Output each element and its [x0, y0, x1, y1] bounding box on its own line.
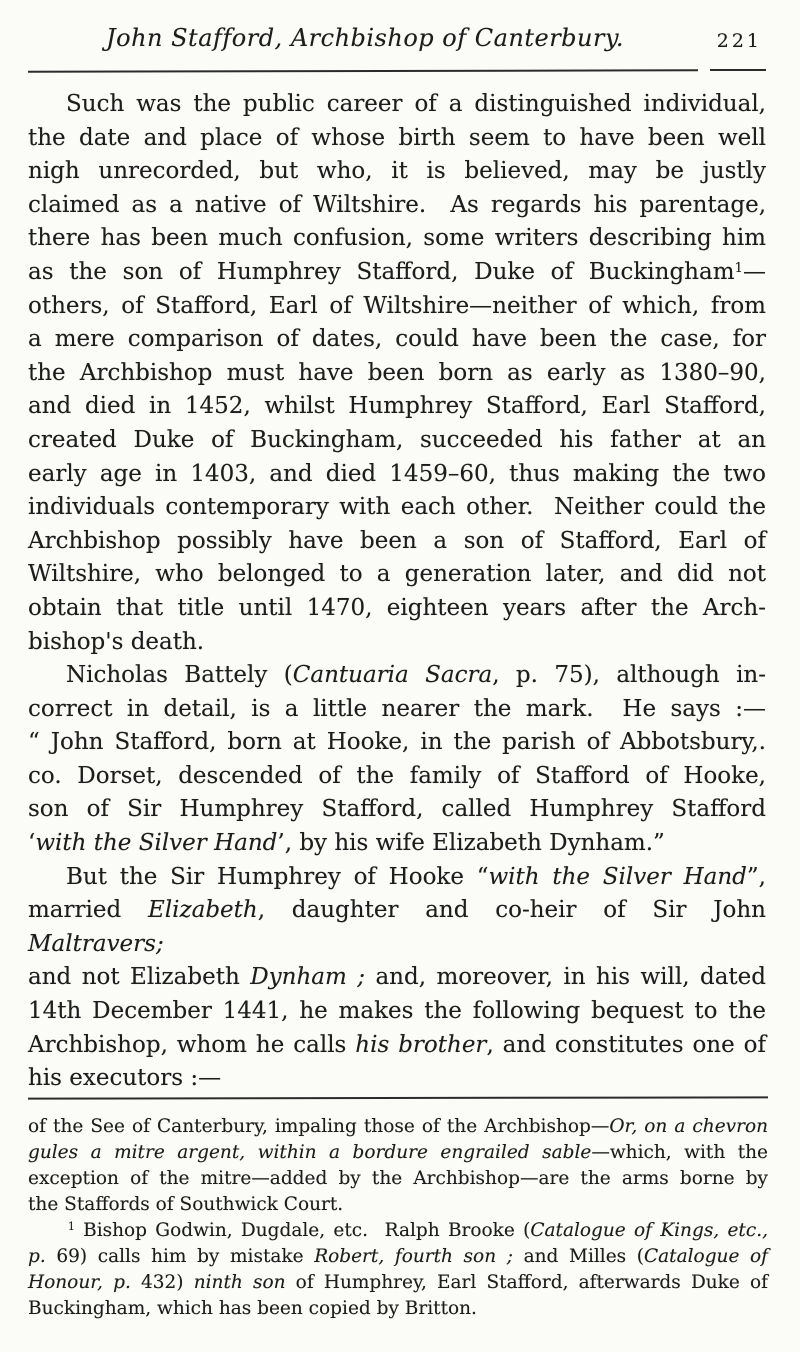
text-run: his executors :— [28, 1065, 222, 1092]
body-text-line [28, 390, 766, 424]
body-text-line [28, 256, 766, 290]
body-text-line [28, 894, 766, 961]
footnote-line [28, 1270, 768, 1296]
text-run: —which, with the [591, 1142, 769, 1163]
footnote-reference: 1 [68, 1220, 75, 1234]
text-run: Archbishop, whom he calls [28, 1031, 356, 1058]
text-run: individuals contemporary with each other. Neither could the [28, 494, 766, 521]
footnote-line [28, 1166, 768, 1192]
text-run: the Staffords of Southwick Court. [28, 1194, 344, 1215]
text-run: “ John Stafford, born at Hooke, in the parish of Abbotsbury,. [28, 729, 766, 756]
text-run: 14th December 1441, he makes the following bequest to the [28, 998, 766, 1025]
body-text [28, 88, 766, 1096]
text-run: others, of Stafford, Earl of Wiltshire—neither of which, from [28, 292, 766, 319]
body-text-line [28, 659, 766, 693]
text-run: , p. 75), although in- [492, 662, 767, 689]
body-text-line [28, 155, 766, 189]
body-text-line [28, 525, 766, 559]
text-run: a mere comparison of dates, could have been the case, for [28, 326, 766, 353]
body-text-line [28, 592, 766, 626]
footnote-line [28, 1140, 768, 1166]
body-text-line [28, 88, 766, 122]
text-run: , and constitutes one of [486, 1031, 767, 1058]
text-run: Nicholas Battely ( [66, 662, 293, 689]
italic-text: Robert, fourth son ; [314, 1246, 513, 1267]
italic-text: Honour, p. [28, 1272, 131, 1293]
text-run: married [28, 897, 148, 924]
footnotes [28, 1114, 768, 1322]
footnote-line [28, 1296, 768, 1322]
text-run: of the See of Canterbury, impaling those of the Archbishop— [28, 1116, 610, 1137]
text-run: bishop's death. [28, 628, 205, 655]
body-text-line [28, 357, 766, 391]
running-header [0, 24, 730, 52]
italic-text: with the Silver Hand [35, 830, 278, 857]
body-text-line [28, 1029, 766, 1063]
text-run: there has been much confusion, some writers describing him [28, 225, 766, 252]
body-text-line [28, 760, 766, 794]
italic-text: p. [28, 1246, 46, 1267]
body-text-line [28, 558, 766, 592]
body-text-line [28, 323, 766, 357]
text-run: the date and place of whose birth seem to have been well [28, 124, 766, 151]
text-run: 432) [130, 1272, 194, 1293]
text-run: Archbishop possibly have been a son of Stafford, Earl of [28, 527, 766, 554]
body-text-line [28, 827, 766, 861]
text-run: correct in detail, is a little nearer the mark. He says :— [28, 695, 766, 722]
text-run: and not Elizabeth [28, 964, 251, 991]
text-run: son of Sir Humphrey Stafford, called Humphrey Stafford [28, 796, 766, 823]
text-run: of Humphrey, Earl Stafford, afterwards Duke of [285, 1272, 768, 1293]
italic-text: gules a mitre argent, within a bordure engrailed sable [28, 1142, 592, 1163]
text-run: nigh unrecorded, but who, it is believed, may be justly [28, 158, 766, 185]
body-text-line [28, 726, 766, 760]
body-text-line [28, 290, 766, 324]
text-run: created Duke of Buckingham, succeeded his father at an [28, 426, 766, 453]
body-text-line [28, 491, 766, 525]
body-text-line [28, 961, 766, 995]
body-text-line [28, 693, 766, 727]
header-rule-fragment [710, 69, 766, 71]
italic-text: Or, on a chevron [609, 1116, 769, 1137]
text-run: the Archbishop must have been born as early as 1380–90, [28, 359, 766, 386]
italic-text: ninth son [193, 1272, 286, 1293]
text-run: Wiltshire, who belonged to a generation later, and did not [28, 561, 766, 588]
body-text-line [28, 458, 766, 492]
text-run: and died in 1452, whilst Humphrey Stafford, Earl Stafford, [28, 393, 766, 420]
italic-text: Elizabeth [147, 897, 258, 924]
text-run: claimed as a native of Wiltshire. As regards his parentage, [28, 191, 766, 218]
page-number: 221 [716, 30, 762, 52]
text-run: — [743, 258, 766, 285]
text-run: exception of the mitre—added by the Archbishop—are the arms borne by [28, 1168, 768, 1189]
body-text-line [28, 995, 766, 1029]
text-run: ”, [746, 863, 766, 890]
text-run: Bishop Godwin, Dugdale, etc. Ralph Brooke ( [74, 1220, 531, 1241]
text-run: ’, by his wife Elizabeth Dynham.” [277, 830, 665, 857]
body-text-line [28, 222, 766, 256]
italic-text: Dynham ; [250, 964, 366, 991]
footnote-line [28, 1244, 768, 1270]
text-run: ‘ [28, 830, 36, 857]
footnote-line [28, 1218, 768, 1244]
text-run: and Milles ( [512, 1246, 644, 1267]
italic-text: with the Silver Hand [488, 863, 747, 890]
footnote-line [28, 1192, 768, 1218]
footnote-reference: 1 [734, 260, 743, 276]
text-run: early age in 1403, and died 1459–60, thus making the two [28, 460, 766, 487]
text-run: and, moreover, in his will, dated [365, 964, 766, 991]
body-text-line [28, 424, 766, 458]
footnote-rule [28, 1096, 768, 1099]
body-text-line [28, 861, 766, 895]
footnote-line [28, 1114, 768, 1140]
italic-text: Catalogue of Kings, etc., [530, 1220, 768, 1241]
text-run: 69) calls him by mistake [45, 1246, 315, 1267]
italic-text: Catalogue of [643, 1246, 769, 1267]
text-run: , daughter and co-heir of Sir John [257, 897, 766, 924]
body-text-line [28, 626, 766, 660]
header-rule [28, 69, 698, 72]
text-run: But the Sir Humphrey of Hooke “ [66, 863, 489, 890]
text-run: co. Dorset, descended of the family of Stafford of Hooke, [28, 762, 766, 789]
text-run: Such was the public career of a distinguished individual, [66, 91, 766, 117]
page-title: John Stafford, Archbishop of Canterbury. [106, 24, 624, 52]
body-text-line [28, 793, 766, 827]
italic-text: Cantuaria Sacra [292, 662, 493, 689]
text-run: Buckingham, which has been copied by Britton. [28, 1298, 477, 1319]
body-text-line [28, 189, 766, 223]
text-run: as the son of Humphrey Stafford, Duke of Buckingham [28, 258, 735, 285]
text-run: obtain that title until 1470, eighteen years after the Arch- [28, 594, 766, 621]
body-text-line [28, 1062, 766, 1096]
italic-text: Maltravers; [28, 930, 164, 957]
body-text-line [28, 122, 766, 156]
italic-text: his brother [355, 1031, 487, 1058]
